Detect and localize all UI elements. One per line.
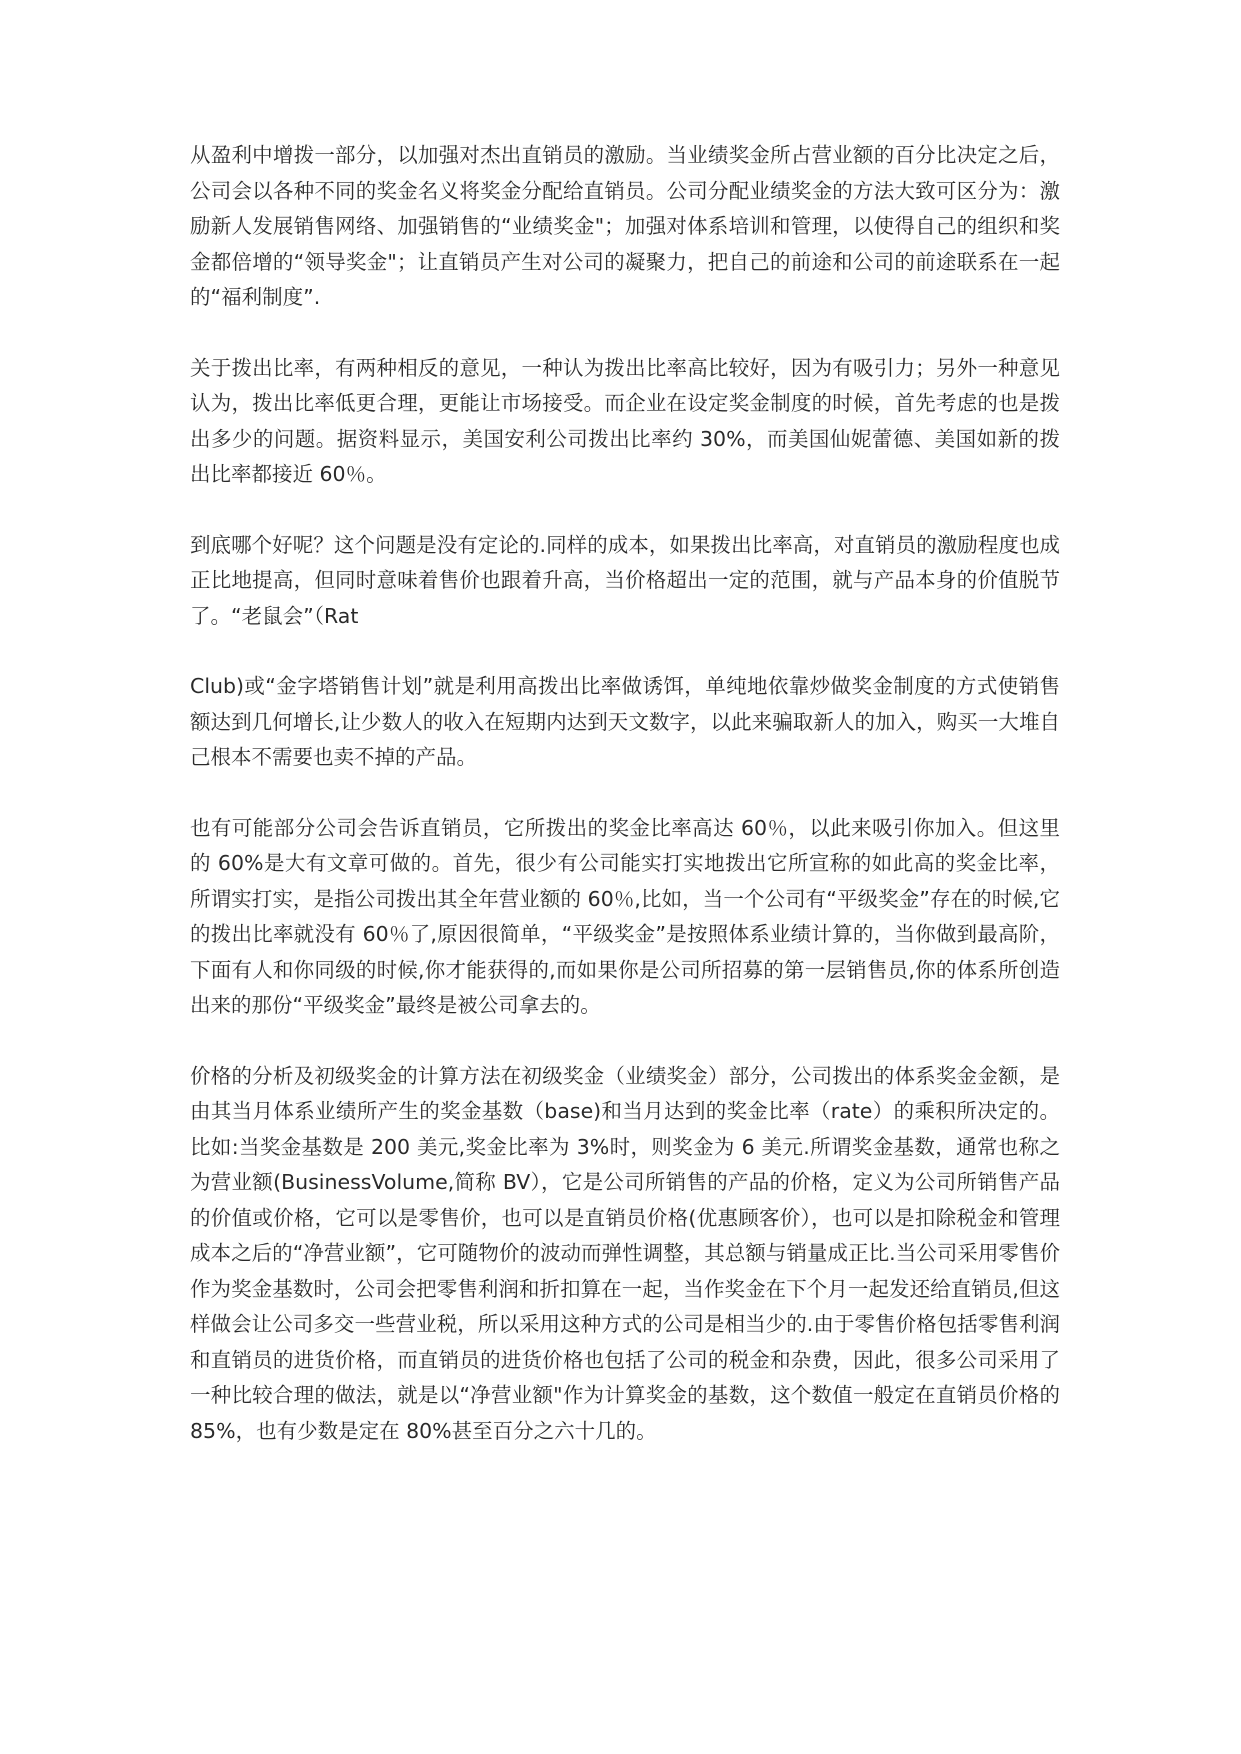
document-body bbox=[190, 138, 1060, 1484]
paragraph-3: 到底哪个好呢？这个问题是没有定论的.同样的成本，如果拨出比率高，对直销员的激励程度也成正比地提高，但同时意味着售价也跟着升高，当价格超出一定的范围，就与产品本身的价值脱节了。“老鼠会”（Rat bbox=[190, 532, 1060, 628]
paragraph-2: 关于拨出比率，有两种相反的意见，一种认为拨出比率高比较好，因为有吸引力；另外一种意见认为，拨出比率低更合理，更能让市场接受。而企业在设定奖金制度的时候，首先考虑的也是拨出多少的问题。据资料显示，美国安利公司拨出比率约 30%，而美国仙妮蕾德、美国如新的拨出比率都接近 60％。 bbox=[190, 355, 1060, 486]
paragraph-5: 也有可能部分公司会告诉直销员，它所拨出的奖金比率高达 60％，以此来吸引你加入。但这里的 60%是大有文章可做的。首先，很少有公司能实打实地拨出它所宣称的如此高的奖金比率，所谓实打实，是指公司拨出其全年营业额的 60％,比如，当一个公司有“平级奖金”存在的时候,它的拨出比率就没有 60％了,原因很简单，“平级奖金”是按照体系业绩计算的，当你做到最高阶，下面有人和你同级的时候,你才能获得的,而如果你是公司所招募的第一层销售员,你的体系所创造出来的那份“平级奖金”最终是被公司拿去的。 bbox=[190, 815, 1060, 1017]
paragraph-4: Club)或“金字塔销售计划”就是利用高拨出比率做诱饵，单纯地依靠炒做奖金制度的方式使销售额达到几何增长,让少数人的收入在短期内达到天文数字，以此来骗取新人的加入，购买一大堆自己根本不需要也卖不掉的产品。 bbox=[190, 674, 1060, 769]
paragraph-6: 价格的分析及初级奖金的计算方法在初级奖金（业绩奖金）部分，公司拨出的体系奖金金额，是由其当月体系业绩所产生的奖金基数（base)和当月达到的奖金比率（rate）的乘积所决定的。比如:当奖金基数是 200 美元,奖金比率为 3%时，则奖金为 6 美元.所谓奖金基数，通常也称之为营业额(BusinessVolume,简称 BV），它是公司所销售的产品的价格，定义为公司所销售产品的价值或价格，它可以是零售价，也可以是直销员价格(优惠顾客价），也可以是扣除税金和管理成本之后的“净营业额”，它可随物价的波动而弹性调整，其总额与销量成正比.当公司采用零售价作为奖金基数时，公司会把零售利润和折扣算在一起，当作奖金在下个月一起发还给直销员,但这样做会让公司多交一些营业税，所以采用这种方式的公司是相当少的.由于零售价格包括零售利润和直销员的进货价格，而直销员的进货价格也包括了公司的税金和杂费，因此，很多公司采用了一种比较合理的做法，就是以“净营业额"作为计算奖金的基数，这个数值一般定在直销员价格的 85%，也有少数是定在 80%甚至百分之六十几的。 bbox=[190, 1063, 1060, 1443]
paragraph-1: 从盈利中增拨一部分，以加强对杰出直销员的激励。当业绩奖金所占营业额的百分比决定之后，公司会以各种不同的奖金名义将奖金分配给直销员。公司分配业绩奖金的方法大致可区分为：激励新人发展销售网络、加强销售的“业绩奖金"；加强对体系培训和管理，以使得自己的组织和奖金都倍增的“领导奖金"；让直销员产生对公司的凝聚力，把自己的前途和公司的前途联系在一起的“福利制度”. bbox=[190, 143, 1060, 309]
